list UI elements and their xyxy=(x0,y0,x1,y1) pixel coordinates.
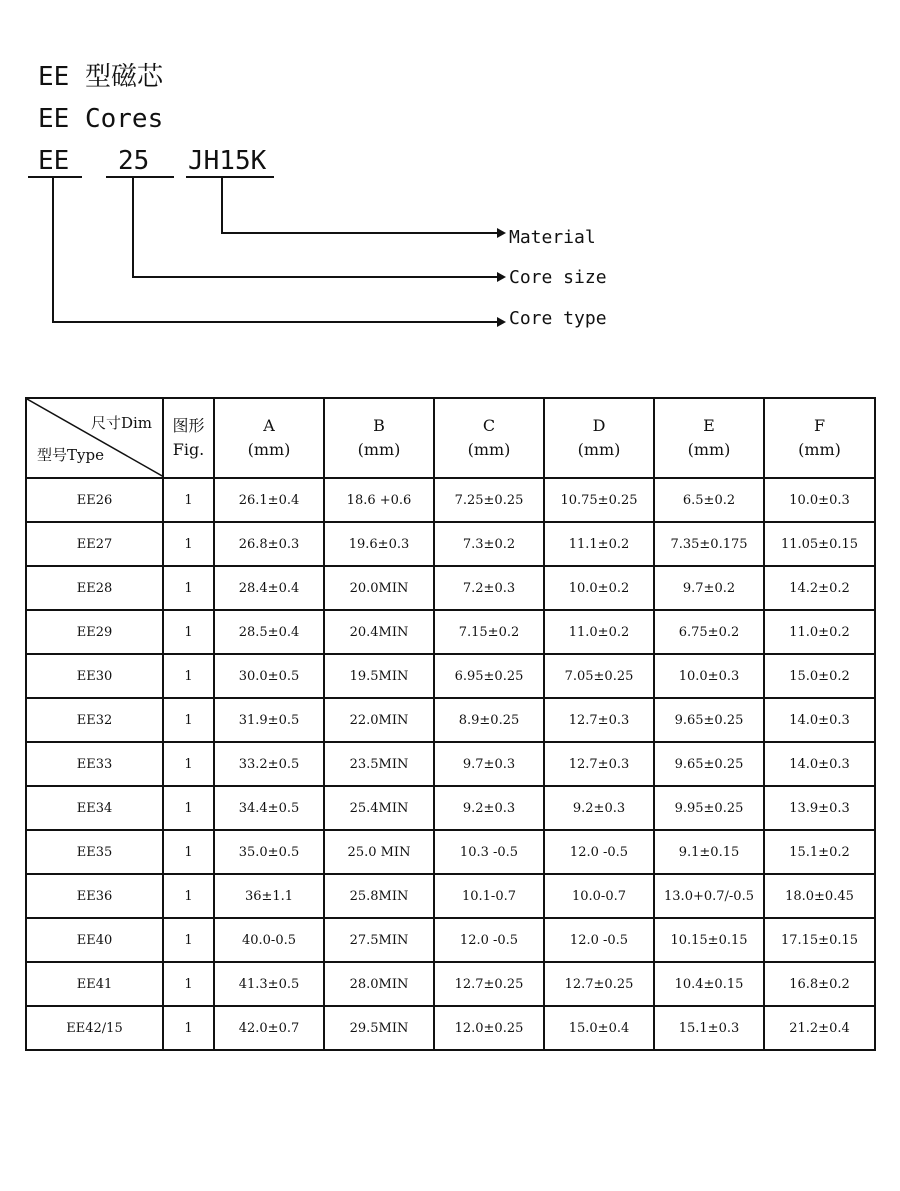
cell-fig: 1 xyxy=(163,742,214,786)
cell-d: 12.7±0.3 xyxy=(544,742,654,786)
column-letter: A xyxy=(263,416,275,435)
cell-b: 18.6 +0.6 xyxy=(324,478,434,522)
cell-c: 10.3 -0.5 xyxy=(434,830,544,874)
cell-d: 12.0 -0.5 xyxy=(544,830,654,874)
table-row xyxy=(26,522,875,566)
cell-fig: 1 xyxy=(163,962,214,1006)
column-header-e xyxy=(654,398,764,478)
cell-c: 12.0 -0.5 xyxy=(434,918,544,962)
table-row xyxy=(26,786,875,830)
cell-type: EE26 xyxy=(26,478,163,522)
cell-f: 14.0±0.3 xyxy=(764,742,875,786)
cell-b: 29.5MIN xyxy=(324,1006,434,1050)
cell-a: 26.8±0.3 xyxy=(214,522,324,566)
cell-b: 28.0MIN xyxy=(324,962,434,1006)
cell-a: 26.1±0.4 xyxy=(214,478,324,522)
column-unit: (mm) xyxy=(577,440,621,459)
cell-f: 18.0±0.45 xyxy=(764,874,875,918)
cell-type: EE34 xyxy=(26,786,163,830)
cell-e: 10.4±0.15 xyxy=(654,962,764,1006)
cell-f: 15.0±0.2 xyxy=(764,654,875,698)
cell-c: 12.0±0.25 xyxy=(434,1006,544,1050)
column-letter: C xyxy=(482,416,496,435)
cell-fig: 1 xyxy=(163,918,214,962)
code-size-underline xyxy=(106,176,174,178)
cell-type: EE41 xyxy=(26,962,163,1006)
dim-label: 尺寸Dim xyxy=(90,414,152,432)
column-letter: B xyxy=(373,416,385,435)
cell-c: 7.25±0.25 xyxy=(434,478,544,522)
cell-type: EE40 xyxy=(26,918,163,962)
cell-a: 35.0±0.5 xyxy=(214,830,324,874)
table-row xyxy=(26,962,875,1006)
cell-e: 6.5±0.2 xyxy=(654,478,764,522)
cell-f: 17.15±0.15 xyxy=(764,918,875,962)
table-row xyxy=(26,918,875,962)
cell-a: 34.4±0.5 xyxy=(214,786,324,830)
cell-c: 9.7±0.3 xyxy=(434,742,544,786)
table-row xyxy=(26,566,875,610)
code-size: 25 xyxy=(118,146,150,176)
material-leader-horizontal xyxy=(221,232,497,234)
cell-e: 15.1±0.3 xyxy=(654,1006,764,1050)
cell-c: 9.2±0.3 xyxy=(434,786,544,830)
table-row xyxy=(26,742,875,786)
cell-f: 21.2±0.4 xyxy=(764,1006,875,1050)
cell-c: 7.3±0.2 xyxy=(434,522,544,566)
table-row xyxy=(26,654,875,698)
code-material-underline xyxy=(186,176,274,178)
cell-b: 19.6±0.3 xyxy=(324,522,434,566)
code-type-underline xyxy=(28,176,82,178)
column-header-f xyxy=(764,398,875,478)
cell-a: 28.4±0.4 xyxy=(214,566,324,610)
cell-d: 15.0±0.4 xyxy=(544,1006,654,1050)
column-header-a xyxy=(214,398,324,478)
cell-fig: 1 xyxy=(163,522,214,566)
table-row xyxy=(26,478,875,522)
cell-e: 13.0+0.7/-0.5 xyxy=(654,874,764,918)
cell-a: 40.0-0.5 xyxy=(214,918,324,962)
cell-c: 10.1-0.7 xyxy=(434,874,544,918)
cell-d: 7.05±0.25 xyxy=(544,654,654,698)
table-row xyxy=(26,874,875,918)
cell-fig: 1 xyxy=(163,830,214,874)
cell-c: 7.15±0.2 xyxy=(434,610,544,654)
cell-c: 12.7±0.25 xyxy=(434,962,544,1006)
cell-b: 25.4MIN xyxy=(324,786,434,830)
title-english: EE Cores xyxy=(38,104,164,134)
table-row xyxy=(26,698,875,742)
column-unit: (mm) xyxy=(357,440,401,459)
cell-c: 6.95±0.25 xyxy=(434,654,544,698)
cell-type: EE27 xyxy=(26,522,163,566)
core-dimension-table xyxy=(25,397,876,1051)
cell-d: 11.1±0.2 xyxy=(544,522,654,566)
cell-b: 20.4MIN xyxy=(324,610,434,654)
cell-a: 41.3±0.5 xyxy=(214,962,324,1006)
cell-type: EE32 xyxy=(26,698,163,742)
cell-b: 22.0MIN xyxy=(324,698,434,742)
cell-e: 10.0±0.3 xyxy=(654,654,764,698)
cell-f: 16.8±0.2 xyxy=(764,962,875,1006)
cell-e: 9.95±0.25 xyxy=(654,786,764,830)
cell-e: 7.35±0.175 xyxy=(654,522,764,566)
cell-e: 9.7±0.2 xyxy=(654,566,764,610)
cell-d: 12.7±0.25 xyxy=(544,962,654,1006)
cell-c: 8.9±0.25 xyxy=(434,698,544,742)
column-header-b xyxy=(324,398,434,478)
cell-b: 25.8MIN xyxy=(324,874,434,918)
callout-core-type: Core type xyxy=(509,308,607,329)
cell-f: 14.2±0.2 xyxy=(764,566,875,610)
cell-a: 31.9±0.5 xyxy=(214,698,324,742)
title-chinese: EE 型磁芯 xyxy=(38,62,163,92)
cell-b: 19.5MIN xyxy=(324,654,434,698)
cell-d: 9.2±0.3 xyxy=(544,786,654,830)
cell-fig: 1 xyxy=(163,698,214,742)
cell-a: 30.0±0.5 xyxy=(214,654,324,698)
cell-f: 11.0±0.2 xyxy=(764,610,875,654)
cell-b: 23.5MIN xyxy=(324,742,434,786)
cell-type: EE33 xyxy=(26,742,163,786)
material-arrow-icon xyxy=(497,228,506,238)
size-leader-horizontal xyxy=(132,276,497,278)
cell-type: EE35 xyxy=(26,830,163,874)
table-row xyxy=(26,610,875,654)
cell-d: 10.75±0.25 xyxy=(544,478,654,522)
fig-header-english: Fig. xyxy=(172,440,205,459)
cell-f: 11.05±0.15 xyxy=(764,522,875,566)
cell-a: 42.0±0.7 xyxy=(214,1006,324,1050)
cell-d: 12.0 -0.5 xyxy=(544,918,654,962)
cell-fig: 1 xyxy=(163,566,214,610)
callout-material: Material xyxy=(509,227,596,248)
cell-fig: 1 xyxy=(163,610,214,654)
fig-header-chinese: 图形 xyxy=(172,416,205,435)
type-label: 型号Type xyxy=(37,446,104,464)
cell-fig: 1 xyxy=(163,654,214,698)
column-header-c xyxy=(434,398,544,478)
code-material: JH15K xyxy=(188,146,267,176)
cell-d: 12.7±0.3 xyxy=(544,698,654,742)
cell-fig: 1 xyxy=(163,874,214,918)
column-header-d xyxy=(544,398,654,478)
type-leader-vertical xyxy=(52,177,54,323)
material-leader-vertical xyxy=(221,177,223,234)
table-row xyxy=(26,830,875,874)
cell-type: EE42/15 xyxy=(26,1006,163,1050)
column-unit: (mm) xyxy=(798,440,841,459)
callout-core-size: Core size xyxy=(509,267,607,288)
size-arrow-icon xyxy=(497,272,506,282)
cell-b: 25.0 MIN xyxy=(324,830,434,874)
cell-d: 10.0±0.2 xyxy=(544,566,654,610)
cell-d: 10.0-0.7 xyxy=(544,874,654,918)
cell-fig: 1 xyxy=(163,478,214,522)
cell-type: EE36 xyxy=(26,874,163,918)
cell-type: EE30 xyxy=(26,654,163,698)
cell-f: 15.1±0.2 xyxy=(764,830,875,874)
cell-type: EE28 xyxy=(26,566,163,610)
cell-b: 20.0MIN xyxy=(324,566,434,610)
cell-e: 9.1±0.15 xyxy=(654,830,764,874)
cell-f: 13.9±0.3 xyxy=(764,786,875,830)
cell-e: 9.65±0.25 xyxy=(654,742,764,786)
size-leader-vertical xyxy=(132,177,134,278)
cell-d: 11.0±0.2 xyxy=(544,610,654,654)
cell-e: 6.75±0.2 xyxy=(654,610,764,654)
cell-a: 33.2±0.5 xyxy=(214,742,324,786)
column-unit: (mm) xyxy=(467,440,511,459)
column-unit: (mm) xyxy=(687,440,731,459)
cell-b: 27.5MIN xyxy=(324,918,434,962)
code-type: EE xyxy=(38,146,70,176)
table-body xyxy=(26,478,875,1050)
cell-f: 10.0±0.3 xyxy=(764,478,875,522)
cell-a: 28.5±0.4 xyxy=(214,610,324,654)
column-unit: (mm) xyxy=(247,440,291,459)
cell-type: EE29 xyxy=(26,610,163,654)
cell-f: 14.0±0.3 xyxy=(764,698,875,742)
column-letter: E xyxy=(703,416,715,435)
corner-header-cell xyxy=(26,398,163,478)
table-header-row xyxy=(26,398,875,478)
cell-c: 7.2±0.3 xyxy=(434,566,544,610)
column-letter: D xyxy=(592,416,606,435)
fig-header-cell xyxy=(163,398,214,478)
table-row xyxy=(26,1006,875,1050)
column-letter: F xyxy=(813,416,826,435)
cell-fig: 1 xyxy=(163,786,214,830)
type-arrow-icon xyxy=(497,317,506,327)
cell-fig: 1 xyxy=(163,1006,214,1050)
type-leader-horizontal xyxy=(52,321,497,323)
cell-e: 9.65±0.25 xyxy=(654,698,764,742)
cell-e: 10.15±0.15 xyxy=(654,918,764,962)
cell-a: 36±1.1 xyxy=(214,874,324,918)
